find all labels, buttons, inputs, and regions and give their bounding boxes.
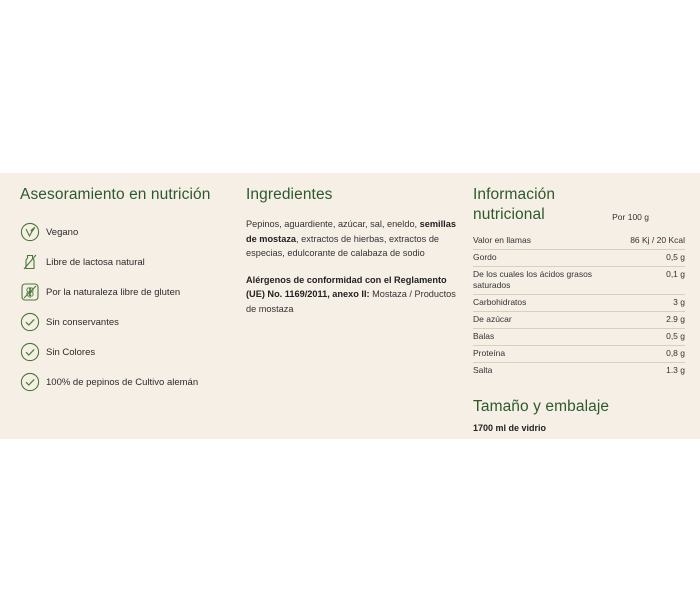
ingredients-title: Ingredientes <box>246 186 333 203</box>
packaging-value: 1700 ml de vidrio <box>473 423 547 433</box>
packaging-title: Tamaño y embalaje <box>473 398 610 415</box>
table-row <box>473 312 685 329</box>
feature-label: Por la naturaleza libre de gluten <box>46 286 181 298</box>
nutrition-info-title: Información nutricional <box>473 186 556 223</box>
table-row <box>473 233 685 250</box>
nutrient-value: 3 g <box>630 295 685 312</box>
nutrient-value: 0,1 g <box>630 267 685 295</box>
allergen-note <box>246 273 456 317</box>
table-row <box>473 295 685 312</box>
feature-label: 100% de pepinos de Cultivo alemán <box>46 376 199 388</box>
table-row <box>473 329 685 346</box>
no-lactose-icon <box>20 252 40 272</box>
feature-vegan <box>20 217 230 247</box>
nutrient-value: 2.9 g <box>630 312 685 329</box>
feature-lactose-free <box>20 247 230 277</box>
nutrient-name: Balas <box>473 329 630 346</box>
check-circle-icon <box>20 372 40 392</box>
ingredients-text-part: , extractos de hierbas, extractos de especias, edulcorante de calabaza de sodio <box>246 233 440 258</box>
per-100g-label: Por 100 g <box>612 212 649 222</box>
feature-label: Vegano <box>46 226 79 238</box>
feature-label: Sin conservantes <box>46 316 119 328</box>
nutrient-name: Salta <box>473 365 493 375</box>
nutrient-value: 1.3 g <box>666 365 685 375</box>
nutrient-name: Carbohidratos <box>473 295 630 312</box>
nutrition-table <box>473 233 685 379</box>
allergen-bold: Alérgenos de conformidad con el Reglamento (UE) No. 1169/2011, anexo II: <box>246 274 447 299</box>
feature-label: Libre de lactosa natural <box>46 256 145 268</box>
table-row <box>473 267 685 295</box>
nutrition-info-header <box>473 185 685 229</box>
nutrient-name: Gordo <box>473 250 630 267</box>
nutrition-advice-section <box>20 185 230 397</box>
check-circle-icon <box>20 312 40 332</box>
vegan-leaf-icon <box>20 222 40 242</box>
gluten-free-icon <box>20 282 40 302</box>
nutrition-advice-title: Asesoramiento en nutrición <box>20 186 211 203</box>
feature-list <box>20 217 230 397</box>
feature-label: Sin Colores <box>46 346 96 358</box>
feature-no-colors <box>20 337 230 367</box>
ingredients-bold-part: semillas de mostaza <box>246 219 456 244</box>
ingredients-section <box>246 185 456 316</box>
feature-german-cucumbers <box>20 367 230 397</box>
ingredients-text <box>246 217 456 261</box>
nutrient-name: Valor en llamas <box>473 233 630 250</box>
table-row <box>473 250 685 267</box>
feature-gluten-free <box>20 277 230 307</box>
nutrient-value: 0,5 g <box>630 329 685 346</box>
nutrient-name: De azúcar <box>473 312 630 329</box>
allergen-text: Mostaza / Productos de mostaza <box>246 289 456 314</box>
nutrition-info-section <box>473 185 685 433</box>
nutrient-name: De los cuales los ácidos grasos saturados <box>473 267 630 295</box>
table-row <box>473 346 685 363</box>
table-row <box>473 363 685 380</box>
nutrient-value: 0,5 g <box>630 250 685 267</box>
product-info-panel <box>0 173 700 439</box>
nutrient-value: 86 Kj / 20 Kcal <box>630 233 685 250</box>
nutrient-value: 0,8 g <box>630 346 685 363</box>
ingredients-text-part: Pepinos, aguardiente, azúcar, sal, eneldo, <box>246 219 418 229</box>
check-circle-icon <box>20 342 40 362</box>
nutrient-name: Proteína <box>473 346 630 363</box>
feature-no-preservatives <box>20 307 230 337</box>
